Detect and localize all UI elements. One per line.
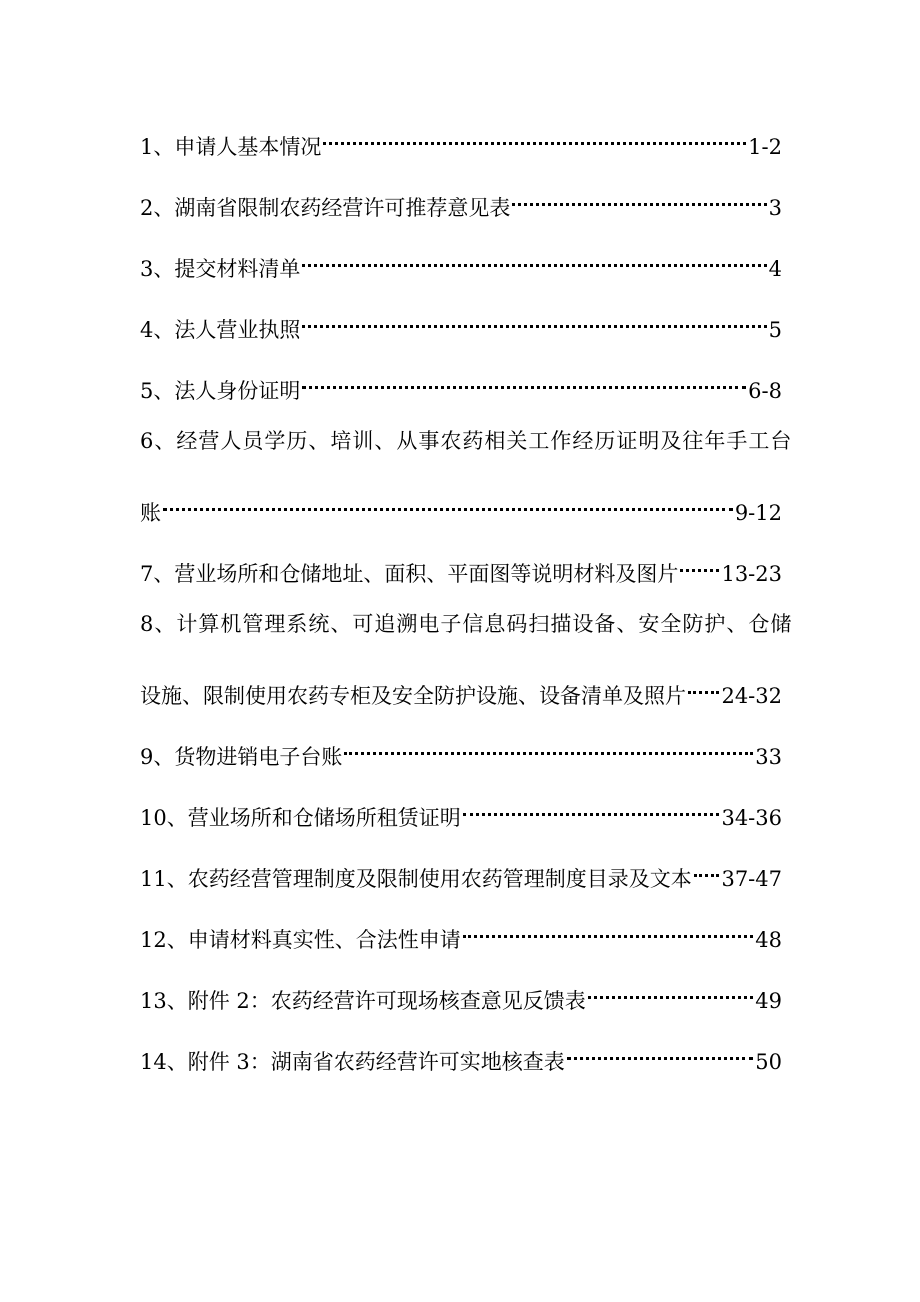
toc-entry [140, 240, 782, 281]
dot-leader [302, 301, 766, 337]
toc-page-number: 49 [755, 989, 782, 1013]
dot-leader [463, 789, 720, 825]
toc-page-number: 13-23 [721, 562, 782, 586]
toc-page-number: 9-12 [734, 501, 782, 525]
toc-page-number: 6-8 [748, 379, 782, 403]
toc-entry-title: 2、湖南省限制农药经营许可推荐意见表 [140, 196, 511, 220]
toc-entry [140, 972, 782, 1013]
dot-leader [512, 179, 766, 215]
toc-entry-title-line1: 8、计算机管理系统、可追溯电子信息码扫描设备、安全防护、仓储 [140, 612, 793, 636]
toc-page-number: 3 [768, 196, 782, 220]
toc-entry [140, 1033, 782, 1074]
toc-page-number: 37-47 [721, 867, 782, 891]
toc-entry-title: 5、法人身份证明 [140, 379, 301, 403]
toc-page-number: 4 [768, 257, 782, 281]
dot-leader [463, 911, 754, 947]
toc-entry [140, 484, 782, 525]
toc-entry-title: 7、营业场所和仓储地址、面积、平面图等说明材料及图片 [140, 562, 679, 586]
toc-entry-title: 11、农药经营管理制度及限制使用农药管理制度目录及文本 [140, 867, 692, 891]
toc-entry-title: 13、附件 2：农药经营许可现场核查意见反馈表 [140, 989, 586, 1013]
toc-entry-title: 账 [140, 501, 161, 525]
toc-entry [140, 301, 782, 342]
toc-entry-title: 设施、限制使用农药专柜及安全防护设施、设备清单及照片 [140, 684, 686, 708]
toc-entry-title: 10、营业场所和仓储场所租赁证明 [140, 806, 461, 830]
toc-page-number: 48 [755, 928, 782, 952]
toc-page-number: 34-36 [721, 806, 782, 830]
dot-leader [163, 484, 733, 520]
dot-leader [680, 545, 719, 581]
dot-leader [694, 850, 720, 886]
toc-entry-title: 4、法人营业执照 [140, 318, 301, 342]
dot-leader [344, 728, 753, 764]
dot-leader [323, 118, 746, 154]
toc-entry-title: 14、附件 3：湖南省农药经营许可实地核查表 [140, 1050, 565, 1074]
toc-page-number: 50 [755, 1050, 782, 1074]
toc-entry [140, 728, 782, 769]
toc-entry-title: 9、货物进销电子台账 [140, 745, 343, 769]
toc-entry-title: 12、申请材料真实性、合法性申请 [140, 928, 461, 952]
toc-page-number: 1-2 [748, 135, 782, 159]
toc-page-number: 24-32 [721, 684, 782, 708]
dot-leader [567, 1033, 754, 1069]
toc-entry [140, 179, 782, 220]
toc-entry-title-line1: 6、经营人员学历、培训、从事农药相关工作经历证明及往年手工台 [140, 429, 793, 453]
toc-entry [140, 362, 782, 403]
toc-entry [140, 118, 782, 159]
toc-entry [140, 789, 782, 830]
dot-leader [302, 240, 766, 276]
toc-page-number: 33 [755, 745, 782, 769]
dot-leader [688, 667, 719, 703]
toc-page-number: 5 [768, 318, 782, 342]
toc-entry-title: 1、申请人基本情况 [140, 135, 322, 159]
toc-entry [140, 667, 782, 708]
dot-leader [588, 972, 754, 1008]
toc-entry [140, 545, 782, 586]
toc-entry [140, 911, 782, 952]
table-of-contents [140, 118, 793, 1094]
dot-leader [302, 362, 746, 398]
toc-entry [140, 850, 782, 891]
toc-entry-title: 3、提交材料清单 [140, 257, 301, 281]
